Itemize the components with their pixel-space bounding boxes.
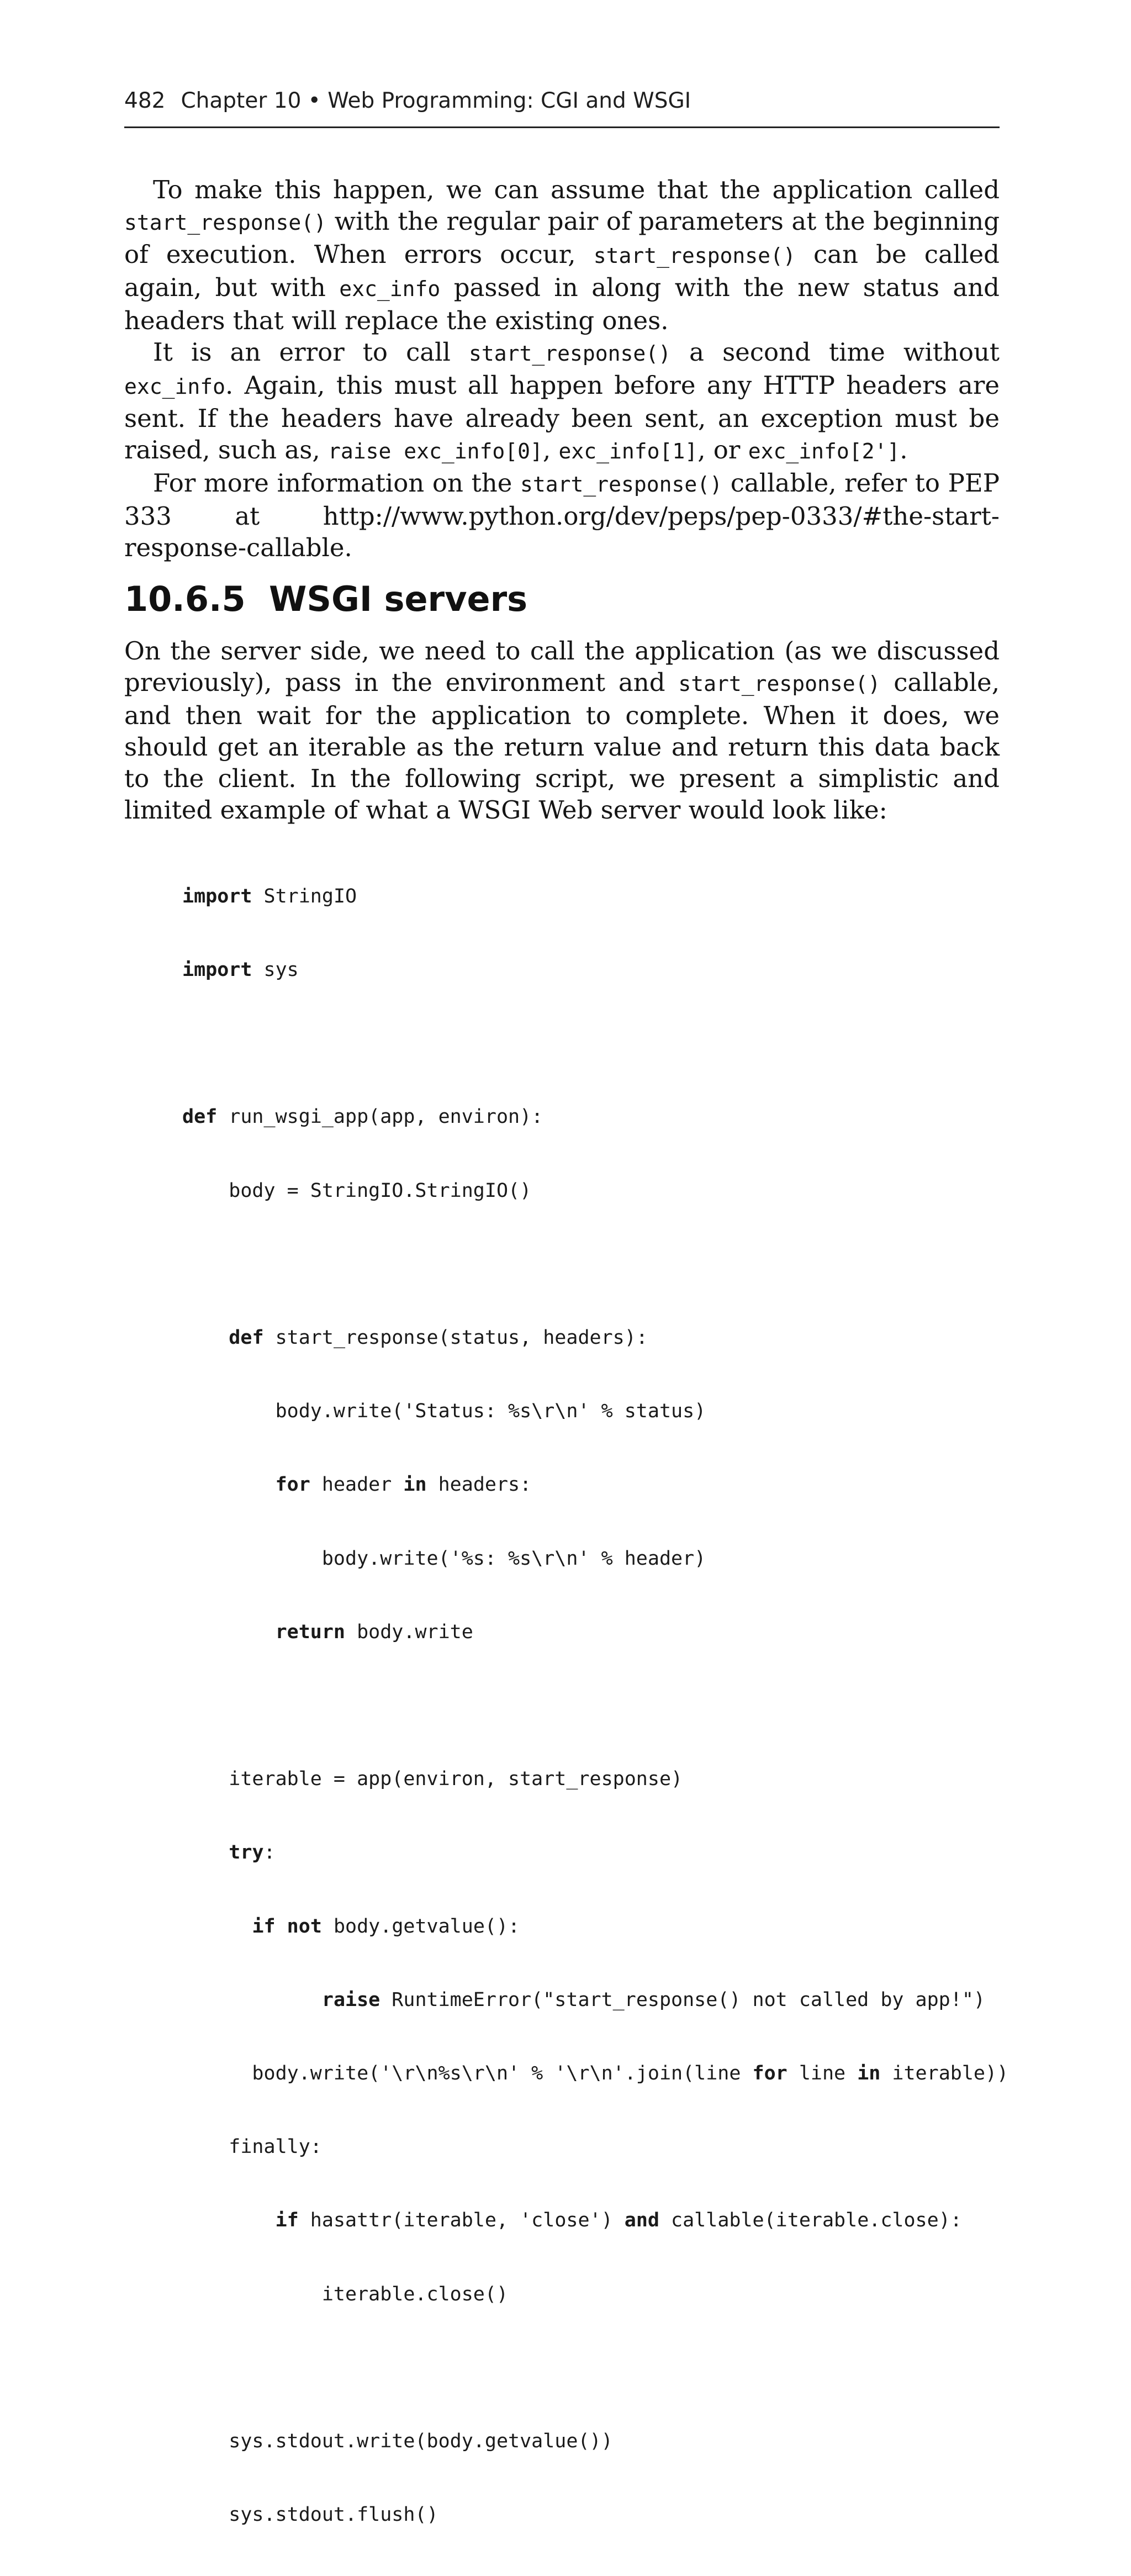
header-rule <box>124 126 1000 128</box>
code-line: for header in headers: <box>275 1474 532 1496</box>
section-title: WSGI servers <box>269 579 528 619</box>
paragraph-1: To make this happen, we can assume that the application called start_response() with the regular pair of parameters at the beginning of execution. When errors occur, start_response() can be called again, but with exc_info passed in along with the new status and headers that will replace the existing ones. <box>124 175 1000 335</box>
inline-code: start_response() <box>124 210 327 235</box>
paragraph-3: For more information on the start_response() callable, refer to PEP 333 at http://www.python.org/dev/peps/pep-0333/#the-start-response-callable. <box>124 468 1000 562</box>
code-line: try: <box>229 1841 276 1864</box>
code-line: import sys <box>182 959 299 981</box>
code-line: iterable.close() <box>182 2283 509 2305</box>
code-line: if hasattr(iterable, 'close') and callable(iterable.close): <box>275 2209 962 2232</box>
code-line: sys.stdout.write(body.getvalue()) <box>182 2430 613 2453</box>
chapter-title: Chapter 10 • Web Programming: CGI and WSGI <box>181 88 691 113</box>
code-line: finally: <box>182 2136 322 2158</box>
code-blank-line <box>182 2356 1000 2380</box>
inline-code: start_response() <box>593 244 796 268</box>
code-blank-line <box>182 1252 1000 1276</box>
inline-code: start_response() <box>469 341 672 366</box>
code-line: return body.write <box>275 1620 473 1643</box>
section-number: 10.6.5 <box>124 579 246 619</box>
section-heading <box>124 574 1000 624</box>
inline-code: start_response() <box>678 672 881 696</box>
code-line: body.write('\r\n%s\r\n' % '\r\n'.join(line for line in iterable)) <box>182 2062 1009 2085</box>
page-number: 482 <box>124 88 166 113</box>
code-line: body = StringIO.StringIO() <box>182 1179 532 1202</box>
code-blank-line <box>182 1693 1000 1718</box>
code-line: sys.stdout.flush() <box>182 2504 438 2526</box>
running-header <box>124 86 997 130</box>
intro-text <box>124 174 1000 563</box>
code-line: def start_response(status, headers): <box>229 1327 648 1349</box>
inline-code: exc_info[2'] <box>748 439 900 463</box>
inline-code: exc_info[1] <box>558 439 698 463</box>
code-line: body.write('%s: %s\r\n' % header) <box>182 1547 706 1570</box>
code-listing <box>182 835 1009 2576</box>
code-line: raise RuntimeError("start_response() not called by app!") <box>321 1988 985 2011</box>
paragraph-2: It is an error to call start_response() a second time without exc_info. Again, this must all happen before any HTTP headers are sent. If the headers have already been sent, an exception must be raised, such as, raise exc_info[0], exc_info[1], or exc_info[2']. <box>124 337 1000 464</box>
inline-code: start_response() <box>520 472 723 497</box>
section-text <box>124 635 1000 826</box>
inline-code: exc_info <box>124 374 226 399</box>
inline-code: exc_info <box>339 277 441 301</box>
code-line: body.write('Status: %s\r\n' % status) <box>182 1400 706 1423</box>
code-blank-line <box>182 1031 1000 1055</box>
code-line: if not body.getvalue(): <box>252 1915 520 1938</box>
code-line: def run_wsgi_app(app, environ): <box>182 1106 543 1128</box>
code-line: iterable = app(environ, start_response) <box>182 1768 683 1791</box>
code-line: import StringIO <box>182 885 357 907</box>
paragraph-4: On the server side, we need to call the application (as we discussed previously), pass in the environment and start_response() callable, and then wait for the application to complete. When it does, we should get an iterable as the return value and return this data back to the client. In the following script, we present a simplistic and limited example of what a WSGI Web server would look like: <box>124 636 1000 825</box>
inline-code: raise exc_info[0] <box>327 439 543 463</box>
